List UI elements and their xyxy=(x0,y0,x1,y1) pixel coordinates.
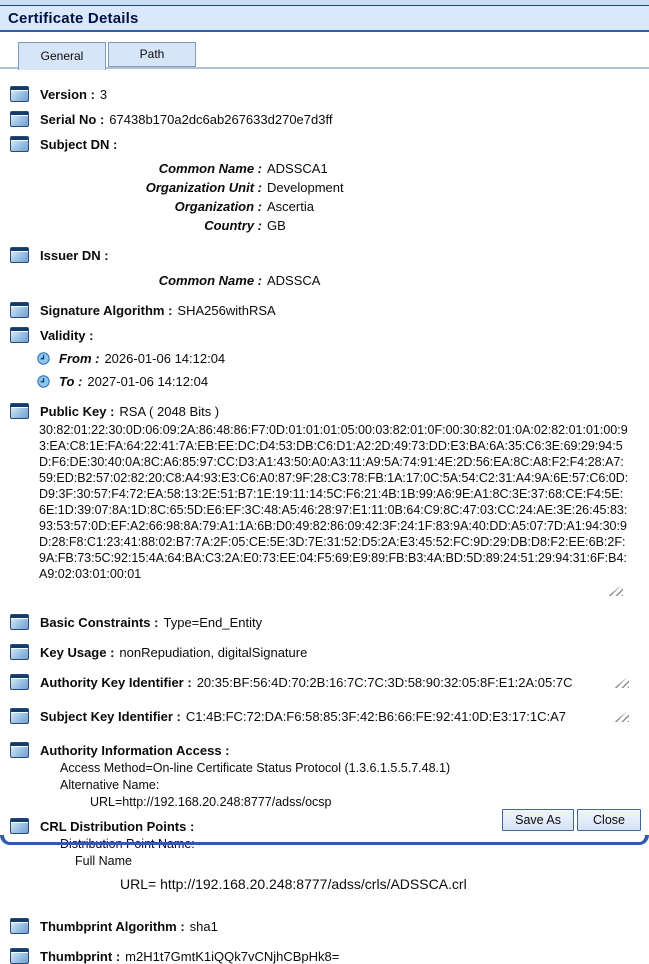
signature-algorithm-label: Signature Algorithm : xyxy=(40,302,173,318)
dn-entry-label: Country : xyxy=(204,218,262,233)
dialog-title: Certificate Details xyxy=(8,9,139,27)
to-value: 2027-01-06 14:12:04 xyxy=(87,374,209,389)
thumbprint-algorithm-label: Thumbprint Algorithm : xyxy=(40,918,185,934)
close-button[interactable]: Close xyxy=(577,809,641,831)
thumbprint-value: m2H1t7GmtK1iQQk7vCNjhCBpHk8= xyxy=(125,948,340,964)
dn-entry-value: ADSSCA1 xyxy=(267,161,328,176)
field-row-public-key xyxy=(10,403,641,419)
public-key-type-value: RSA ( 2048 Bits ) xyxy=(119,403,220,419)
window-icon xyxy=(10,742,29,758)
clock-icon xyxy=(37,352,50,365)
field-row-thumbprint-algorithm xyxy=(10,918,641,934)
window-icon xyxy=(10,327,29,343)
authority-key-identifier-label: Authority Key Identifier : xyxy=(40,674,192,690)
window-icon xyxy=(10,948,29,964)
validity-label: Validity : xyxy=(40,327,94,343)
field-row-validity xyxy=(10,327,641,343)
field-row-authority-key-identifier xyxy=(10,674,641,690)
subject-dn-organization xyxy=(10,199,641,214)
dn-entry-value: Ascertia xyxy=(267,199,314,214)
subject-key-identifier-label: Subject Key Identifier : xyxy=(40,708,181,724)
window-icon xyxy=(10,403,29,419)
issuer-dn-common-name xyxy=(10,273,641,288)
crl-distribution-point-name: Distribution Point Name: xyxy=(60,837,195,851)
subject-key-identifier-value[interactable]: C1:4B:FC:72:DA:F6:58:85:3F:42:B6:66:FE:92:41:0D:E3:17:1C:A7 xyxy=(185,708,566,724)
dn-entry-label: Organization Unit : xyxy=(145,180,262,195)
subject-dn-label: Subject DN : xyxy=(40,136,118,152)
public-key-hex-field[interactable]: 30:82:01:22:30:0D:06:09:2A:86:48:86:F7:0D:01:01:01:05:00:03:82:01:0F:00:30:82:01:0A:02:82:01:01:00:93:EA:C8:1E:FA:64:22:41:7A:EB:EE:DC:D4:53:DB:C6:D1:A2:2D:49:73:DD:E3:BA:6A:35:C6:3E:69:29:94:5D:F6:DE:30:40:0A:8C:A6:85:97:CC:D3:A1:43:50:A0:A3:11:A9:5A:74:91:4E:2D:56:EA:8C:A8:F2:F4:28:A7:59:ED:B2:57:02:82:20:C8:A4:93:E3:C6:A0:87:9F:28:C3:78:FB:1A:17:0C:5A:54:C2:31:A4:9A:6E:57:C6:0D:D9:3F:30:57:F4:72:EA:58:13:2E:51:B7:1E:19:11:14:5C:F6:21:4B:1B:99:A6:9E:A1:8C:3E:37:68:CE:F4:5E:6E:1D:39:07:8A:1D:8C:65:5D:E6:EF:3C:48:A5:46:28:97:E1:11:0B:64:C9:8C:47:03:CC:24:AE:3E:26:45:83:93:53:57:0D:EF:A2:66:98:8A:79:A1:1A:6B:D0:49:82:86:09:42:3F:24:1F:83:9A:40:DD:A5:07:7D:A1:94:30:9D:28:F8:C1:23:41:88:02:B7:7A:2F:05:CE:5E:3D:7E:31:52:D5:2A:E3:45:52:FC:9D:29:DB:D8:F2:EE:6B:2F:9A:FB:73:5C:92:15:4A:64:BA:C3:2A:E0:73:EE:04:F5:69:E9:89:FB:B3:4A:BD:5D:89:24:51:29:94:31:6F:B4:A9:02:03:01:00:01 xyxy=(39,423,629,581)
window-icon xyxy=(10,708,29,724)
field-row-basic-constraints xyxy=(10,614,641,630)
public-key-resize-row xyxy=(10,584,641,596)
field-row-signature-algorithm xyxy=(10,302,641,318)
window-icon xyxy=(10,918,29,934)
dn-entry-label: Common Name : xyxy=(158,273,262,288)
dn-entry-value: Development xyxy=(267,180,344,195)
validity-to-row xyxy=(37,374,641,389)
title-bar xyxy=(0,6,649,32)
basic-constraints-label: Basic Constraints : xyxy=(40,614,159,630)
window-icon xyxy=(10,111,29,127)
field-row-issuer-dn xyxy=(10,247,641,263)
subject-dn-common-name xyxy=(10,161,641,176)
save-as-button[interactable]: Save As xyxy=(502,809,574,831)
thumbprint-label: Thumbprint : xyxy=(40,948,121,964)
resize-grip-icon[interactable] xyxy=(608,584,623,596)
dn-entry-label: Organization : xyxy=(174,199,262,214)
aia-url: URL=http://192.168.20.248:8777/adss/ocsp xyxy=(90,795,332,809)
window-icon xyxy=(10,818,29,834)
window-icon xyxy=(10,614,29,630)
field-row-subject-key-identifier xyxy=(10,708,641,724)
serial-label: Serial No : xyxy=(40,111,105,127)
window-icon xyxy=(10,302,29,318)
field-row-authority-information-access xyxy=(10,742,641,758)
key-usage-label: Key Usage : xyxy=(40,644,115,660)
dn-entry-value: ADSSCA xyxy=(267,273,321,288)
dn-entry-label: Common Name : xyxy=(158,161,262,176)
crl-full-name: Full Name xyxy=(75,854,132,868)
field-row-key-usage xyxy=(10,644,641,660)
resize-grip-icon[interactable] xyxy=(614,710,629,722)
thumbprint-algorithm-value: sha1 xyxy=(189,918,218,934)
serial-value: 67438b170a2dc6ab267633d270e7d3ff xyxy=(109,111,333,127)
basic-constraints-value: Type=End_Entity xyxy=(163,614,263,630)
field-row-serial xyxy=(10,111,641,127)
public-key-label: Public Key : xyxy=(40,403,115,419)
window-icon xyxy=(10,86,29,102)
subject-dn-country xyxy=(10,218,641,233)
issuer-dn-label: Issuer DN : xyxy=(40,247,109,263)
from-value: 2026-01-06 14:12:04 xyxy=(104,351,226,366)
window-icon xyxy=(10,247,29,263)
tab-general[interactable]: General xyxy=(18,42,106,70)
aia-access-method: Access Method=On-line Certificate Status Protocol (1.3.6.1.5.5.7.48.1) xyxy=(60,761,451,775)
validity-from-row xyxy=(37,351,641,366)
window-icon xyxy=(10,674,29,690)
version-value: 3 xyxy=(99,86,108,102)
field-row-subject-dn xyxy=(10,136,641,152)
clock-icon xyxy=(37,375,50,388)
aia-alternative-name: Alternative Name: xyxy=(60,778,160,792)
resize-grip-icon[interactable] xyxy=(614,676,629,688)
dialog-bottom-border xyxy=(0,835,649,845)
signature-algorithm-value: SHA256withRSA xyxy=(177,302,276,318)
field-row-version xyxy=(10,86,641,102)
to-label: To : xyxy=(59,374,83,389)
window-icon xyxy=(10,136,29,152)
key-usage-value: nonRepudiation, digitalSignature xyxy=(119,644,308,660)
tab-path[interactable]: Path xyxy=(108,42,196,67)
crl-distribution-points-label: CRL Distribution Points : xyxy=(40,818,195,834)
window-icon xyxy=(10,644,29,660)
from-label: From : xyxy=(59,351,100,366)
authority-key-identifier-value[interactable]: 20:35:BF:56:4D:70:2B:16:7C:7C:3D:58:90:32:05:8F:E1:2A:05:7C xyxy=(196,674,573,690)
footer-buttons xyxy=(502,809,641,831)
crl-url: URL= http://192.168.20.248:8777/adss/crls/ADSSCA.crl xyxy=(120,876,467,892)
version-label: Version : xyxy=(40,86,95,102)
dn-entry-value: GB xyxy=(267,218,286,233)
tab-bar xyxy=(0,37,649,69)
subject-dn-org-unit xyxy=(10,180,641,195)
field-row-thumbprint xyxy=(10,948,641,964)
authority-information-access-label: Authority Information Access : xyxy=(40,742,230,758)
